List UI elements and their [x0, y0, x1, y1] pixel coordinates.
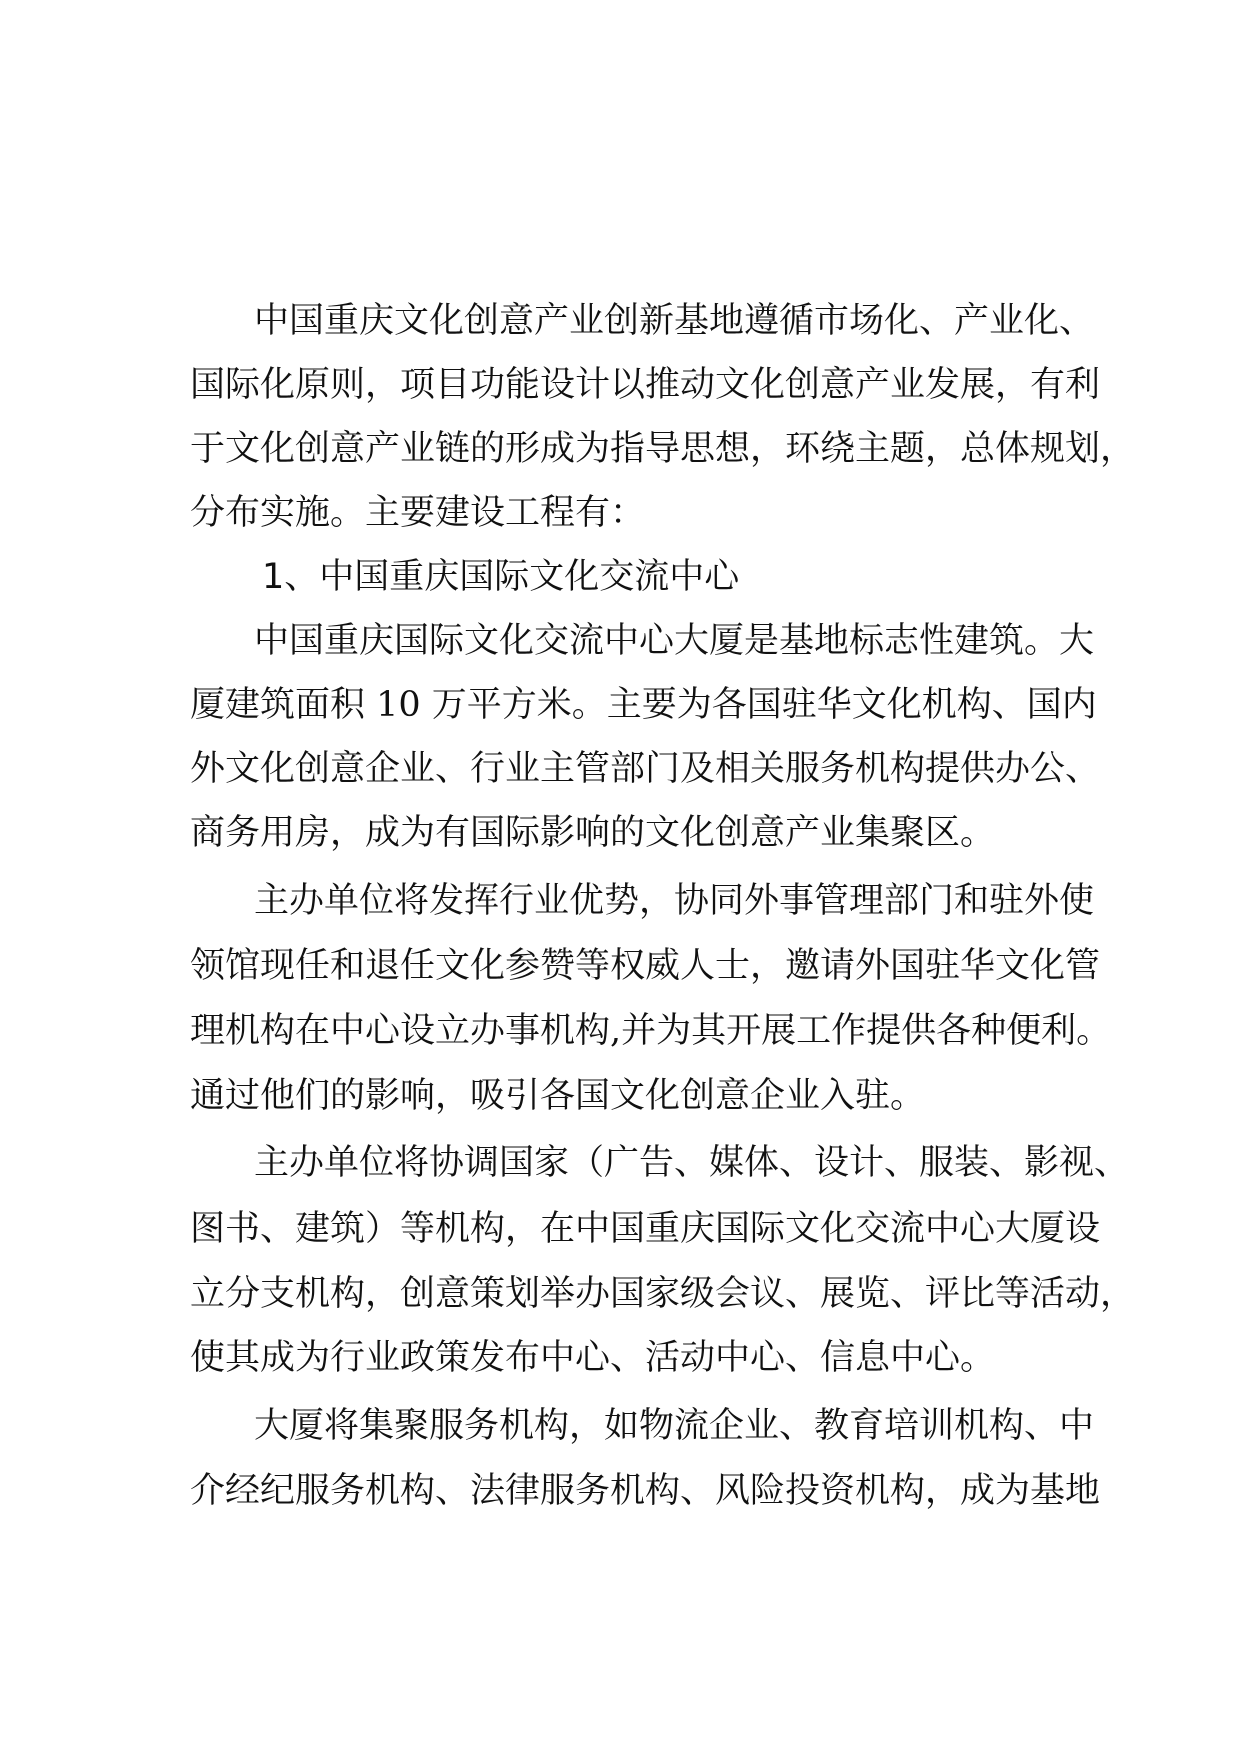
paragraph-1-line-3: 于文化创意产业链的形成为指导思想，环绕主题，总体规划， [190, 429, 1136, 469]
paragraph-5-line-1: 大厦将集聚服务机构，如物流企业、教育培训机构、中 [254, 1406, 1095, 1446]
paragraph-1-line-4: 分布实施。主要建设工程有： [190, 493, 646, 533]
paragraph-1-line-1: 中国重庆文化创意产业创新基地遵循市场化、产业化、 [254, 301, 1095, 341]
paragraph-5-line-2: 介经纪服务机构、法律服务机构、风险投资机构，成为基地 [190, 1471, 1101, 1511]
paragraph-3-line-4: 通过他们的影响，吸引各国文化创意企业入驻。 [190, 1076, 926, 1116]
paragraph-4-line-1: 主办单位将协调国家（广告、媒体、设计、服装、影视、 [254, 1143, 1130, 1183]
paragraph-2-line-1: 中国重庆国际文化交流中心大厦是基地标志性建筑。大 [254, 621, 1095, 661]
section-heading: 1、中国重庆国际文化交流中心 [262, 557, 740, 597]
paragraph-3-line-1: 主办单位将发挥行业优势，协同外事管理部门和驻外使 [254, 881, 1095, 921]
paragraph-4-line-2: 图书、建筑）等机构，在中国重庆国际文化交流中心大厦设 [190, 1209, 1101, 1249]
paragraph-2-line-3: 外文化创意企业、行业主管部门及相关服务机构提供办公、 [190, 749, 1101, 789]
paragraph-3-line-3: 理机构在中心设立办事机构,并为其开展工作提供各种便利。 [190, 1011, 1112, 1051]
paragraph-2-line-4: 商务用房，成为有国际影响的文化创意产业集聚区。 [190, 813, 996, 853]
paragraph-4-line-4: 使其成为行业政策发布中心、活动中心、信息中心。 [190, 1338, 996, 1378]
paragraph-2-line-2: 厦建筑面积 10 万平方米。主要为各国驻华文化机构、国内 [190, 685, 1097, 725]
paragraph-1-line-2: 国际化原则，项目功能设计以推动文化创意产业发展，有利 [190, 365, 1101, 405]
paragraph-3-line-2: 领馆现任和退任文化参赞等权威人士，邀请外国驻华文化管 [190, 946, 1101, 986]
paragraph-4-line-3: 立分支机构，创意策划举办国家级会议、展览、评比等活动， [190, 1274, 1136, 1314]
